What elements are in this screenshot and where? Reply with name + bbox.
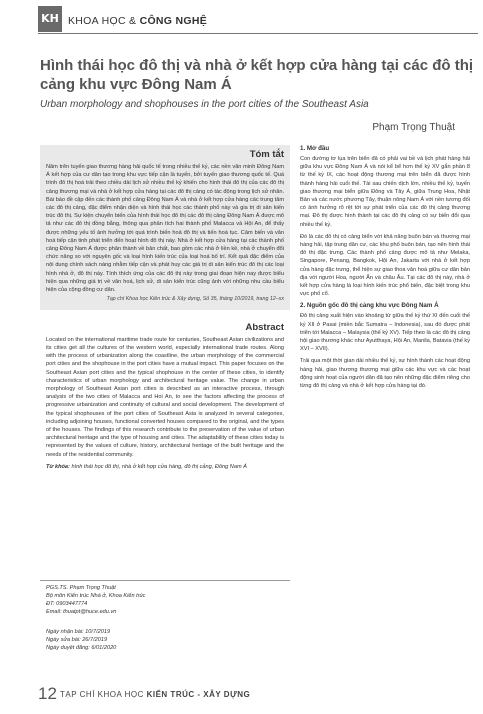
- author-info-divider: [40, 580, 290, 581]
- section-prefix: KHOA HỌC &: [68, 15, 140, 27]
- abstract-en-heading: Abstract: [245, 321, 284, 333]
- date-accepted: Ngày duyệt đăng: 6/01/2020: [46, 645, 117, 651]
- section-1-paragraph-2: Đó là các đô thị có cảng biển với khả năng buôn bán và thương mại hàng hải, tập trung dân cư, các khu phố buôn bán, tạo nên hình thái đô thị đặc trưng. Các thành phố cảng được mô tả như Melaka, Singapore, Penang, Bangkok, Hội An, Jakarta với nhà ở kết hợp cửa hàng đặc trưng, thể hiện sự giao thoa văn hoá giữa cư dân bản địa với người Hoa, người Ấn và châu Âu. Tại các đô thị này, nhà ở kết hợp cửa hàng là loại hình kiến trúc phổ biến, đặc biệt trong khu vực phố cổ.: [300, 233, 470, 298]
- section-2-heading: 2. Nguồn gốc đô thị cảng khu vực Đông Nam Á: [300, 302, 439, 310]
- abstract-en-box: [40, 320, 290, 475]
- abstract-vi-box: [40, 145, 290, 310]
- page-footer: [38, 684, 478, 704]
- author-info-dept: Bộ môn Kiến trúc Nhà ở, Khoa Kiến trúc: [46, 593, 146, 599]
- author-info: [46, 584, 145, 616]
- page-header: [0, 0, 483, 34]
- journal-bold: KIẾN TRÚC - XÂY DỰNG: [146, 690, 251, 699]
- body-column: [300, 145, 470, 394]
- keywords-label: Từ khóa:: [46, 463, 70, 470]
- section-1-heading: 1. Mở đầu: [300, 145, 330, 152]
- abstract-vi-heading: Tóm tắt: [249, 149, 284, 160]
- date-revised: Ngày sửa bài: 26/7/2019: [46, 637, 108, 643]
- article-title: Hình thái học đô thị và nhà ở kết hợp cửa hàng tại các đô thị cảng khu vực Đông Nam Á: [40, 57, 474, 93]
- section-1-paragraph-1: Con đường tơ lụa trên biển đã có phải vai bề và lịch phát hàng hải giữa khu vực Đông Nam Á và nói kể bể hơn thế kỷ XV gắn phần 8 từ thế kỷ IX, các hoạt động thương mại trên biển đã được hình thành hàng hải cuối thế. Tài sau chiến dịch lớn, nhiều thế kỷ, tuyến giao thương mại biển giữa Đông và Tây Á, giữa Trung Hoa, Nhật Bản và các nước phương Tây, thuận nông Nam Á với nền tương đối có ảnh hưởng rõ rệt tới sự phát triển của các đô thị cảng thương mại. Đô thị được hình thành tại các đô thị cảng có sự biến đổi qua nhiều thế kỷ.: [300, 156, 470, 228]
- author-info-name: PGS.TS. Phạm Trọng Thuật: [46, 585, 116, 591]
- journal-prefix: TẠP CHÍ KHOA HỌC: [60, 690, 147, 699]
- keywords-text: hình thái học đô thị, nhà ở kết hợp cửa hàng, đô thị cảng, Đông Nam Á: [71, 463, 247, 470]
- citation-line: Tạp chí Khoa học Kiến trúc & Xây dựng, Số 35, tháng 10/2019, trang 12–xx: [106, 296, 284, 303]
- article-dates: [46, 628, 116, 652]
- journal-name: [60, 690, 250, 699]
- abstract-column: [40, 145, 290, 475]
- header-rule: [38, 33, 478, 34]
- article-author: Phạm Trọng Thuật: [372, 122, 455, 133]
- journal-logo: KH: [38, 6, 62, 32]
- section-2-paragraph-2: Trải qua một thời gian dài nhiều thế kỷ, sự hình thành các hoạt động hàng hải, giao thương thương mại giữa các khu vực và các hoạt động sinh hoạt của người dân đã tạo nên những đặc điểm riêng cho từng đô thị cảng và nhà ở kết hợp cửa hàng tại đó.: [300, 358, 470, 390]
- date-received: Ngày nhận bài: 10/7/2019: [46, 629, 111, 635]
- author-info-phone: ĐT: 0903447774: [46, 601, 88, 607]
- article-subtitle-en: Urban morphology and shophouses in the port cities of the Southeast Asia: [40, 99, 369, 110]
- page-number: 12: [38, 684, 57, 703]
- section-label: [68, 15, 207, 27]
- abstract-en-text: Located on the international maritime trade route for centuries, Southeast Asian civilizations and its cities get all the cultures of the western world, especially international trade routes. Along with the process of urbanization along the coastline, the urban morphology of the commercial port cities and the shophouse in the port cities have a mutual impact. This paper focuses on the Southeast Asian port cities and the typical shophouse in the center of these cities, to identify characteristics of urban morphology and architectural heritage value. The change in urban morphology of Southeast Asian port cities is described as an interactive process, through analysis of the two cities of Malacca and Hoi An, to see the factors affecting the process of progressive urbanization and continuity of cultural and social development. The development of the typical shophouses of the port cities of Southeast Asia is analyzed in several categories, including adjoining houses, functional converted houses compared to the original, and the types of the houses. The findings of this research contribute to the preservation of the value of urban architectural heritage and the type of housing and cities. The adaptability of these cities today is represented by the values of culture, history, architectural heritage of the built heritage and the needs of the residential community.: [46, 336, 284, 458]
- abstract-vi-text: Năm trên tuyến giao thương hàng hải quốc tế trong nhiều thế kỷ, các nền văn minh Đông Nam Á kết hợp của cư dân tạo trong khu vực tiếp cận là tuyến, bởi tuyến giao thương quốc tế. Quá trình đô thị hoá trải theo chiều dài lịch sử nhiều thế kỷ khiến cho hình thái đô thị của các đô thị cảng thương mại và nhà ở kết hợp cửa hàng tại các đô thị cảng có tác động trong lịch sử nhân. Bài báo đề cập đến các thành phố cảng Đông Nam Á và nhà ở kết hợp cửa hàng các trung tâm các đô thị cảng, đặc điểm nhận diện và hình thái học các thành phố này và gia trị di sản kiến trúc đô thị. Sự kiện chuyển biến của hình thái học đô thị các đô thị cảng Đông Nam Á được mô tả như các đô thị đồng bằng, thông qua phân tích hai thành phố Malacca và Hội An, để thấy được những yếu tố ảnh hưởng tới quá trình biến hoá đô thị và tiến hoá tục. Cảm biến và văn hoá tiếp cận tinh phát triển đến hoạt hình đô thị này. Nhà ở kết hợp cửa hàng tại các thành phố cảng Đông Nam Á được phân thành về bản chất, bao gồm các nhà ở liền kề, nhà ở chuyển đổi chức năng so với nguyên gốc và loại hình kiến trúc của loại hoá bố trí. Kết quả đặc điểm của nội dung chính sách nàng nhằm tiếp cận và phát huy các giá trị di sản kiến trúc đô thị các loại hình nhà ở, đô thị này. Tính thích ứng của các đô thị này trong giai đoạn hiện nay được biểu hiện qua những giá trị về văn hoá, lịch sử, di sản kiến trúc cũng ảnh với những nhu cầu biểu hiện của cộng đồng cư dân.: [46, 164, 284, 294]
- keywords: [46, 463, 284, 471]
- author-info-email: Email: thuatpt@huce.edu.vn: [46, 609, 117, 615]
- section-bold: CÔNG NGHỆ: [139, 15, 208, 27]
- section-2-paragraph-1: Đô thị cảng xuất hiện vào khoảng từ giữa thế kỷ thứ XI đến cuối thế kỷ XII ở Pasai (miền bắc Sumatra – Indonesia), sau đó được phát triển tới Malacca – Malaysia (thế kỷ XV). Tiếp theo là các đô thị cảng hội giao thương khác như Ayutthaya, Hội An, Manila, Batavia (thế kỷ XVI – XVII).: [300, 313, 471, 353]
